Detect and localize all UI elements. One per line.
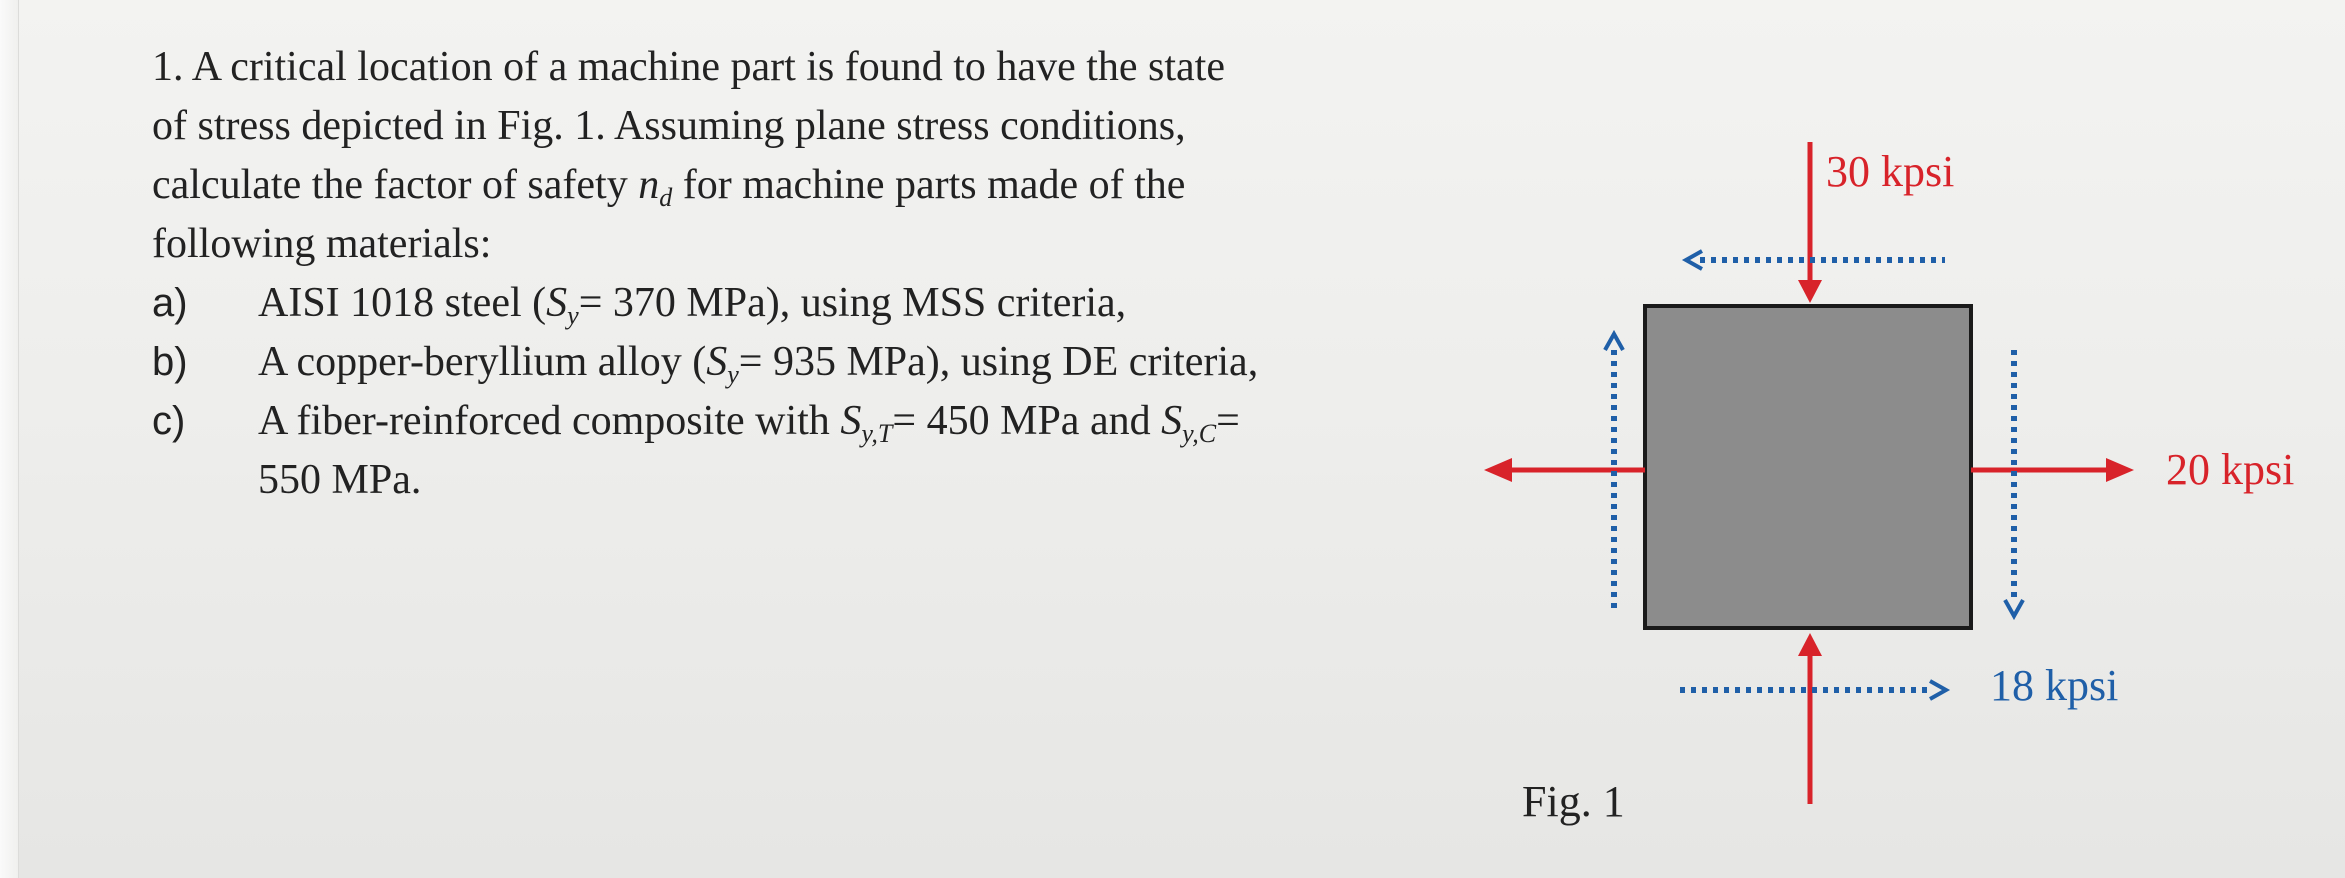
right-shear-arrow [2005, 350, 2023, 616]
compressive-yield-symbol: S [1161, 398, 1183, 444]
problem-text-1: A critical location of a machine part is found to have the state [191, 44, 1225, 90]
item-pre: AISI 1018 steel ( [258, 280, 547, 326]
item-post: = 370 MPa), using MSS criteria, [578, 280, 1127, 326]
item-mid: = 450 MPa and [892, 398, 1162, 444]
problem-text-3b: for machine parts made of the [672, 162, 1186, 208]
safety-factor-var: n [638, 162, 660, 208]
yield-symbol: S [546, 280, 568, 326]
item-tag: c) [152, 399, 186, 443]
problem-text-3a: calculate the factor of safety [152, 162, 639, 208]
top-shear-arrow [1686, 251, 1945, 269]
label-20-kpsi: 20 kpsi [2166, 445, 2295, 494]
right-normal-arrow [1971, 458, 2134, 482]
left-normal-arrow [1484, 458, 1645, 482]
compressive-yield-sub: y,C [1182, 418, 1217, 448]
problem-line-4: following materials: [152, 221, 492, 267]
safety-factor-sub: d [659, 182, 673, 212]
figure-caption: Fig. 1 [1522, 777, 1625, 826]
yield-symbol: S [706, 339, 728, 385]
tensile-yield-sub: y,T [861, 418, 893, 448]
yield-sub: y [567, 300, 579, 330]
item-tag: a) [152, 281, 188, 325]
label-18-kpsi: 18 kpsi [1990, 661, 2119, 710]
yield-sub: y [727, 359, 739, 389]
problem-number: 1. [152, 44, 184, 90]
list-item-continuation: 550 MPa. [258, 457, 422, 503]
problem-line-2: of stress depicted in Fig. 1. Assuming plane stress conditions, [152, 103, 1186, 149]
item-pre: A fiber-reinforced composite with [258, 398, 841, 444]
tensile-yield-symbol: S [840, 398, 862, 444]
bottom-normal-arrow [1798, 633, 1822, 804]
bottom-shear-arrow [1680, 681, 1946, 699]
top-normal-arrow [1798, 142, 1822, 303]
label-30-kpsi: 30 kpsi [1826, 147, 1955, 196]
item-tag: b) [152, 340, 188, 384]
item-post: = 935 MPa), using DE criteria, [738, 339, 1259, 385]
item-pre: A copper-beryllium alloy ( [258, 339, 707, 385]
stress-element [1645, 306, 1971, 628]
item-post: = [1216, 398, 1240, 444]
